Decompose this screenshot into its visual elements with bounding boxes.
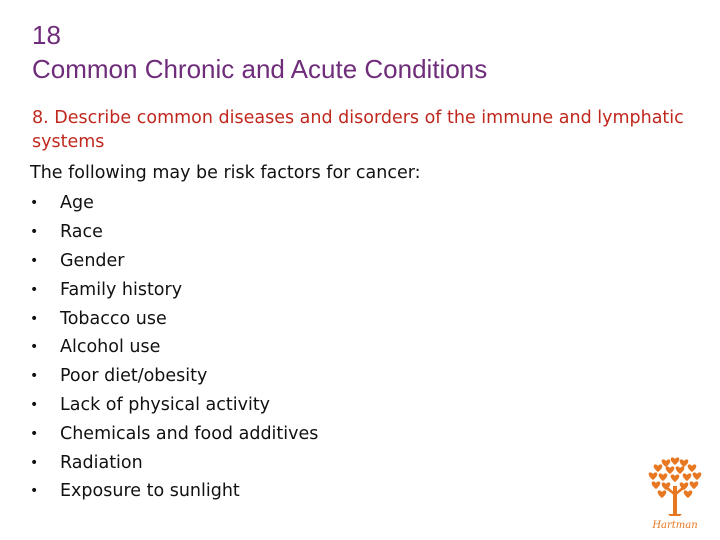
slide-title [32,18,487,86]
chapter-number: 18 [32,20,61,50]
list-item-label: Radiation [60,452,143,473]
bullet-icon: • [30,483,39,500]
list-item [30,333,318,362]
list-item [30,304,318,333]
bullet-icon: • [30,281,39,298]
list-item [30,477,318,506]
bullet-icon: • [30,368,39,385]
tree-icon [644,456,706,532]
risk-factors-list [30,189,318,506]
list-item-label: Gender [60,250,125,271]
bullet-icon: • [30,195,39,212]
bullet-icon: • [30,310,39,327]
bullet-icon: • [30,339,39,356]
list-item-label: Tobacco use [60,308,167,329]
list-item [30,391,318,420]
risk-factors-intro: The following may be risk factors for cancer: [30,163,421,183]
list-item [30,275,318,304]
bullet-icon: • [30,224,39,241]
bullet-icon: • [30,454,39,471]
learning-objective: 8. Describe common diseases and disorders of the immune and lymphatic systems [32,108,684,152]
list-item-label: Race [60,222,103,243]
bullet-icon: • [30,252,39,269]
list-item-label: Lack of physical activity [60,394,271,415]
bullet-icon: • [30,425,39,442]
list-item [30,218,318,247]
list-item [30,247,318,276]
list-item [30,448,318,477]
list-item-label: Poor diet/obesity [60,366,208,387]
hartman-logo [644,456,706,532]
list-item [30,419,318,448]
list-item-label: Exposure to sunlight [60,481,240,502]
list-item-label: Age [60,193,94,214]
list-item [30,189,318,218]
list-item-label: Alcohol use [60,337,161,358]
logo-wordmark: Hartman [652,520,698,531]
chapter-title: Common Chronic and Acute Conditions [32,54,488,84]
list-item-label: Family history [60,279,183,300]
list-item [30,362,318,391]
bullet-icon: • [30,396,39,413]
list-item-label: Chemicals and food additives [60,423,319,444]
